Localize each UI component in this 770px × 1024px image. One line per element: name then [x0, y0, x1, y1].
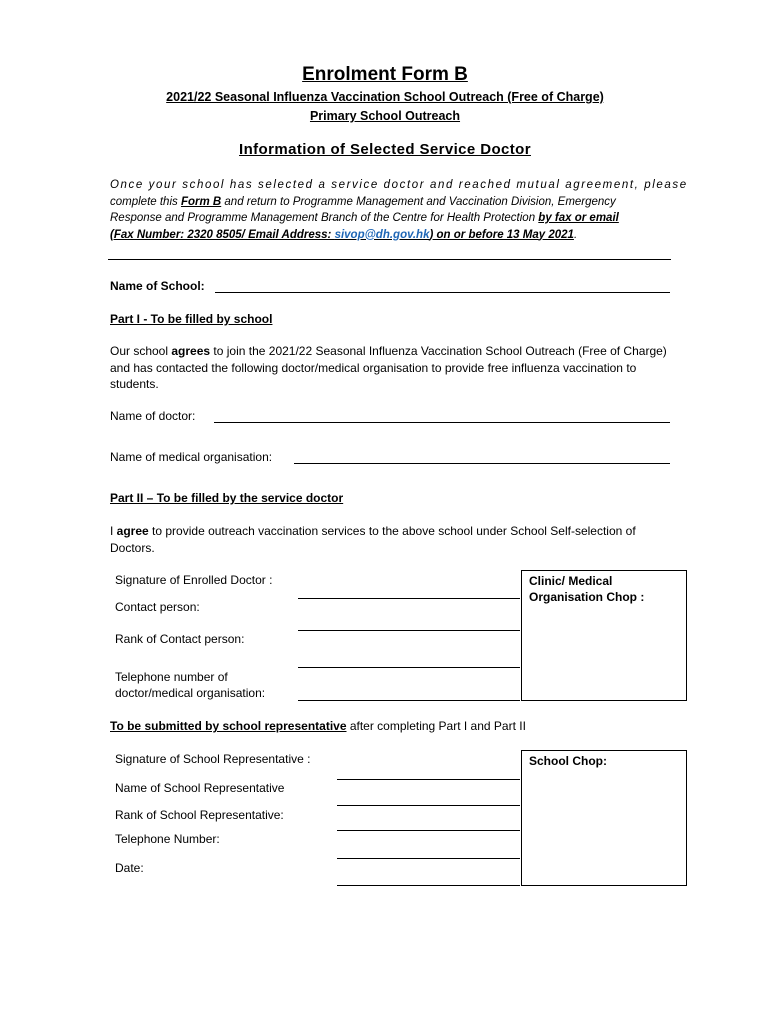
- submit-heading: [110, 719, 526, 733]
- part1-paragraph: [110, 343, 670, 393]
- doctor-name-field[interactable]: [214, 422, 670, 423]
- submit-heading-bold: To be submitted by school representative: [110, 719, 347, 733]
- date-label: Date:: [115, 861, 144, 875]
- rep-signature-label: Signature of School Representative :: [115, 752, 311, 766]
- medical-org-field[interactable]: [294, 463, 670, 464]
- contact-person-label: Contact person:: [115, 600, 200, 614]
- submit-heading-rest: after completing Part I and Part II: [346, 719, 526, 733]
- rep-name-label: Name of School Representative: [115, 781, 285, 795]
- rep-telephone-field[interactable]: [337, 858, 520, 859]
- intro-text: complete this: [110, 195, 181, 208]
- clinic-chop-box[interactable]: [521, 570, 687, 701]
- rep-rank-field[interactable]: [337, 830, 520, 831]
- agree-text: agree: [116, 524, 149, 538]
- email-link[interactable]: sivop@dh.gov.hk: [334, 228, 430, 241]
- school-chop-label: School Chop:: [529, 754, 607, 768]
- chop-label-line: Organisation Chop :: [529, 590, 645, 604]
- rep-signature-field[interactable]: [337, 779, 520, 780]
- telephone-label-line: Telephone number of: [115, 670, 228, 684]
- form-b-reference: Form B: [180, 195, 222, 208]
- contact-person-field[interactable]: [298, 630, 520, 631]
- doctor-signature-field[interactable]: [298, 598, 520, 599]
- form-subtitle-outreach: Primary School Outreach: [309, 109, 461, 123]
- contact-rank-label: Rank of Contact person:: [115, 632, 245, 646]
- contact-rank-field[interactable]: [298, 667, 520, 668]
- rep-telephone-label: Telephone Number:: [115, 832, 220, 846]
- part1-heading: Part I - To be filled by school: [110, 312, 273, 326]
- intro-text: .: [573, 228, 578, 241]
- doctor-signature-label: Signature of Enrolled Doctor :: [115, 573, 273, 587]
- intro-line-3: [110, 210, 670, 227]
- clinic-chop-label: [522, 571, 686, 605]
- part2-heading: Part II – To be filled by the service doctor: [110, 491, 344, 505]
- school-name-label: Name of School:: [110, 279, 205, 293]
- part1-text: Our school: [110, 344, 172, 358]
- intro-line-2: [110, 194, 670, 211]
- intro-text: and return to Programme Management and Vaccination Division, Emergency: [221, 195, 616, 208]
- doctor-telephone-label: [115, 669, 265, 701]
- submission-method: by fax or email: [538, 212, 619, 224]
- rep-rank-label: Rank of School Representative:: [115, 808, 284, 822]
- intro-text: Response and Programme Management Branch of the Centre for Health Protection: [110, 212, 539, 224]
- agrees-text: agrees: [171, 344, 211, 358]
- part2-paragraph: [110, 523, 670, 556]
- date-field[interactable]: [337, 885, 520, 886]
- intro-line-1: Once your school has selected a service doctor and reached mutual agreement, please: [110, 179, 688, 191]
- divider: [108, 259, 671, 260]
- part2-text: to provide outreach vaccination services to the above school under School Self-selection of Doctors.: [110, 524, 636, 555]
- fax-number: (Fax Number: 2320 8505/ Email Address:: [110, 228, 335, 241]
- rep-name-field[interactable]: [337, 805, 520, 806]
- telephone-label-line: doctor/medical organisation:: [115, 686, 266, 700]
- part2-text: I: [110, 524, 117, 538]
- doctor-telephone-field[interactable]: [298, 700, 520, 701]
- deadline: ) on or before 13 May 2021: [429, 228, 574, 241]
- intro-paragraph: [110, 177, 688, 243]
- section-heading: Information of Selected Service Doctor: [239, 141, 531, 158]
- intro-line-4: [110, 227, 670, 244]
- form-subtitle-campaign: 2021/22 Seasonal Influenza Vaccination School Outreach (Free of Charge): [166, 90, 604, 104]
- form-title: Enrolment Form B: [302, 64, 468, 85]
- doctor-name-label: Name of doctor:: [110, 409, 196, 423]
- chop-label-line: Clinic/ Medical: [529, 574, 613, 588]
- medical-org-label: Name of medical organisation:: [110, 450, 273, 464]
- school-chop-box[interactable]: [521, 750, 687, 886]
- school-name-field[interactable]: [215, 292, 670, 293]
- part1-text: to join the 2021/22 Seasonal Influenza Vaccination School Outreach (Free of Charge) and has contacted the following doctor/medical organisation to provide free influenza vaccination to students.: [110, 344, 667, 391]
